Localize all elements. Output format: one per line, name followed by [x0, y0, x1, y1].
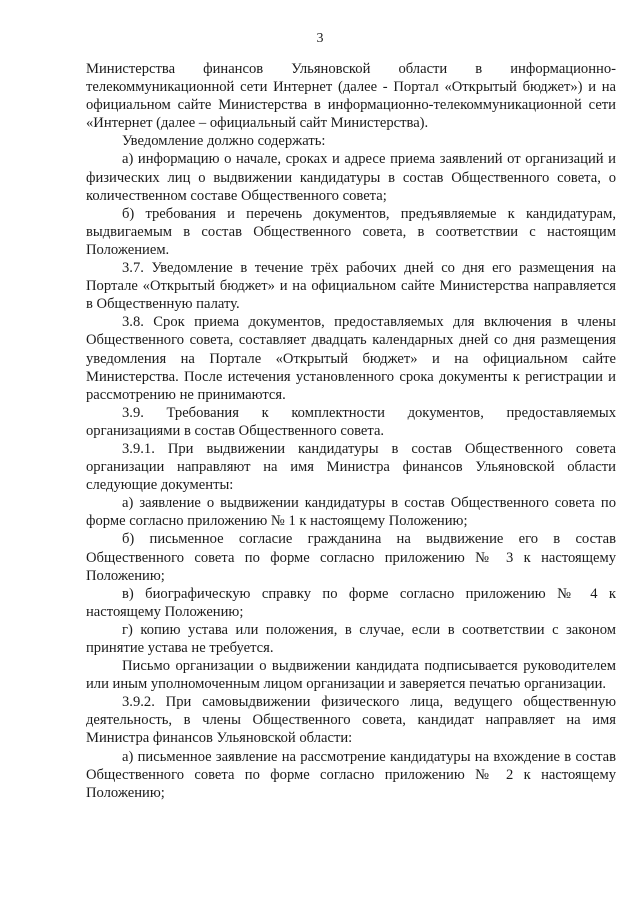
- paragraph-notice-contents: Уведомление должно содержать:: [122, 133, 326, 150]
- page-number: 3: [316, 31, 324, 46]
- paragraph-3-9-1-g: г) копию устава или положения, в случае, если в соответствии с законом принятие устава не требуется.: [86, 621, 616, 656]
- paragraph-organization-letter: Письмо организации о выдвижении кандидата подписывается руководителем или иным уполномоченным лицом организации и заверяется печатью организации.: [86, 658, 616, 693]
- paragraph-3-9-2-a: а) письменное заявление на рассмотрение кандидатуры на вхождение в состав Общественного совета по форме согласно приложению № 2 к настоящему Положению;: [86, 748, 616, 801]
- paragraph-item-b: б) требования и перечень документов, предъявляемые к кандидатурам, выдвигаемым в состав Общественного совета, в соответствии с настоящим Положением.: [86, 205, 616, 258]
- paragraph-3-9-1-a: а) заявление о выдвижении кандидатуры в состав Общественного совета по форме согласно приложению № 1 к настоящему Положению;: [86, 495, 616, 530]
- paragraph-3-7: 3.7. Уведомление в течение трёх рабочих дней со дня его размещения на Портале «Открытый бюджет» и на официальном сайте Министерства направляется в Общественную палату.: [86, 260, 616, 313]
- paragraph-3-8: 3.8. Срок приема документов, предоставляемых для включения в члены Общественного совета, составляет двадцать календарных дней со дня размещения уведомления на Портале «Открытый бюджет» и на официальном сайте Министерства. После истечения установленного срока документы к регистрации и рассмотрению не принимаются.: [86, 314, 616, 403]
- paragraph-item-a: а) информацию о начале, сроках и адресе приема заявлений от организаций и физических лиц о выдвижении кандидатуры в состав Общественного совета, о количественном составе Общественного совета;: [86, 151, 616, 204]
- paragraph-continuation: Министерства финансов Ульяновской области в информационно-телекоммуникационной сети Интернет (далее - Портал «Открытый бюджет») и на официальном сайте Министерства в информационно-телекоммуникационной сети «Интернет (далее – официальный сайт Министерства).: [86, 61, 616, 132]
- paragraph-3-9-1-b: б) письменное согласие гражданина на выдвижение его в состав Общественного совета по форме согласно приложению № 3 к настоящему Положению;: [86, 531, 616, 584]
- document-body: [86, 60, 616, 802]
- paragraph-3-9-2: 3.9.2. При самовыдвижении физического лица, ведущего общественную деятельность, в члены Общественного совета, кандидат направляет на имя Министра финансов Ульяновской области:: [86, 694, 616, 747]
- paragraph-3-9-1-v: в) биографическую справку по форме согласно приложению № 4 к настоящему Положению;: [86, 585, 616, 620]
- paragraph-3-9-1: 3.9.1. При выдвижении кандидатуры в состав Общественного совета организации направляют на имя Министра финансов Ульяновской области следующие документы:: [86, 440, 616, 494]
- paragraph-3-9: 3.9. Требования к комплектности документов, предоставляемых организациями в состав Общественного совета.: [86, 404, 616, 439]
